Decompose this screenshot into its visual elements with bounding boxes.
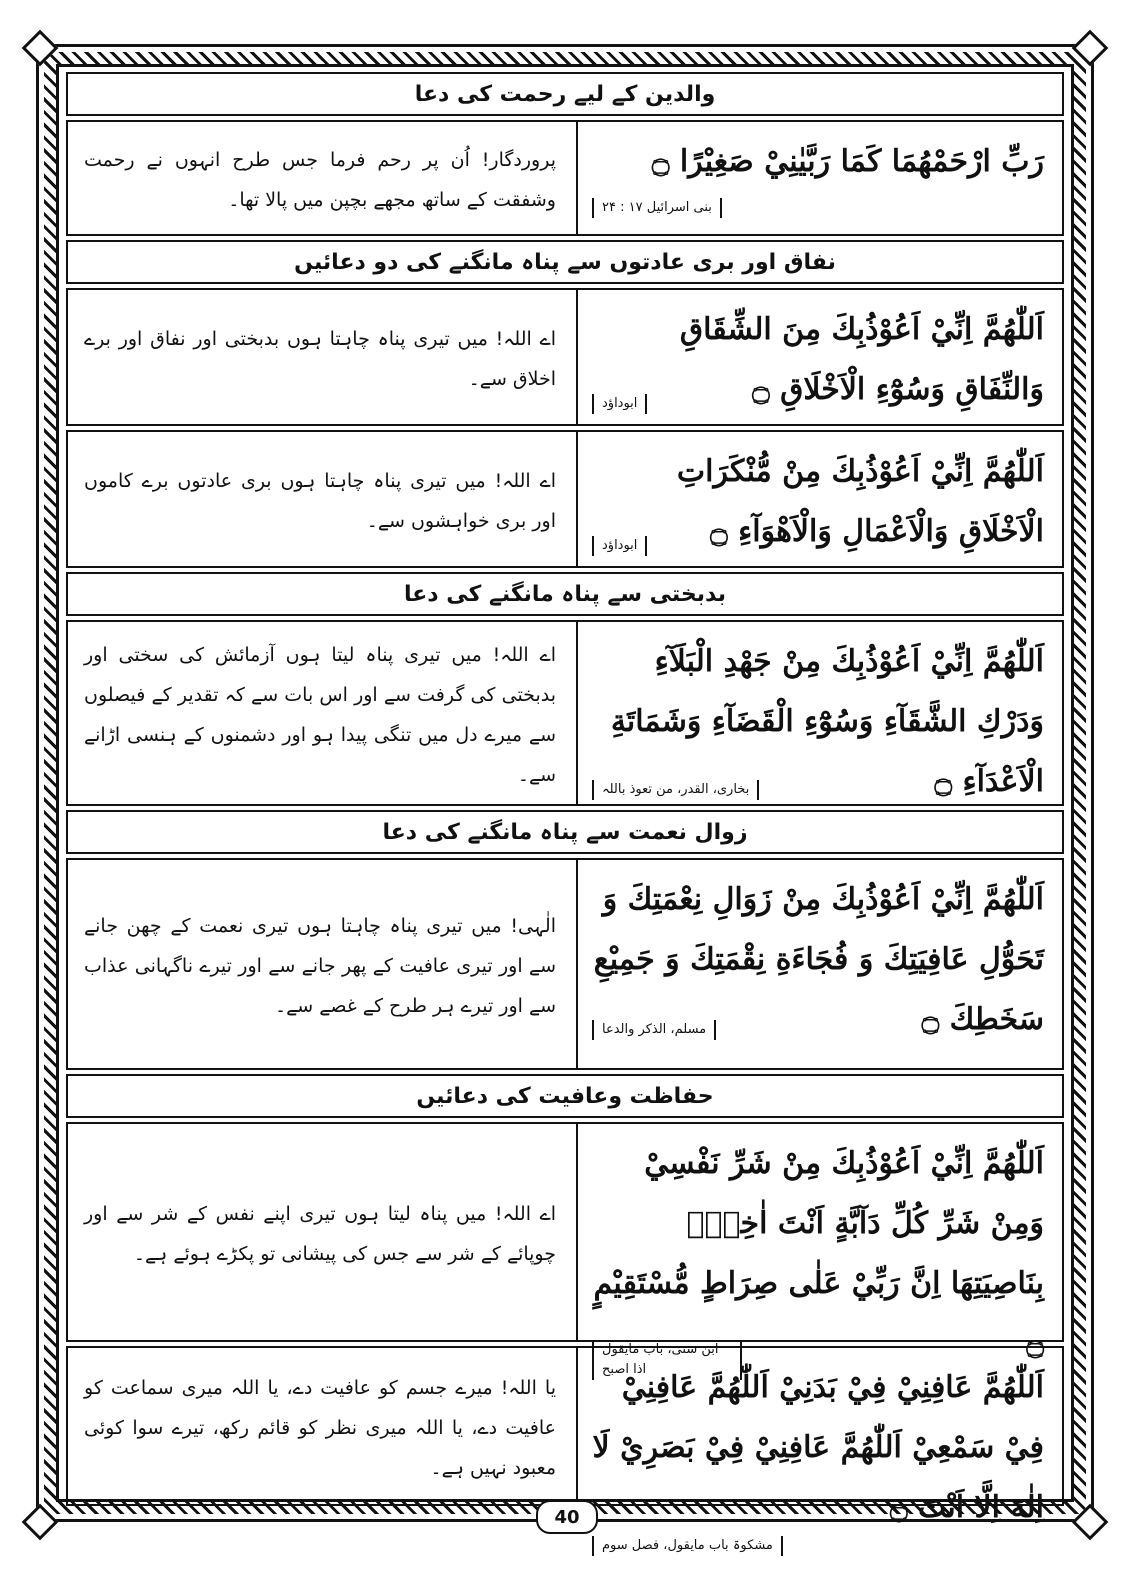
dua-arabic-cell bbox=[576, 432, 1062, 566]
dua-translation-cell bbox=[68, 1124, 576, 1340]
dua-reference: ابن سنی، باب مایقول اذا اصبح bbox=[592, 1340, 742, 1380]
section-title: زوال نعمت سے پناہ مانگنے کی دعا bbox=[66, 810, 1064, 854]
section-title: حفاظت وعافیت کی دعائیں bbox=[66, 1074, 1064, 1118]
dua-reference: بخاری، القدر، من تعوذ باللہ bbox=[592, 780, 759, 800]
dua-row bbox=[66, 620, 1064, 806]
dua-arabic-text: اَللّٰهُمَّ اِنِّيْ اَعُوْذُبِكَ مِنْ زَوَالِ نِعْمَتِكَ وَ تَحَوُّلِ عَافِيَتِكَ وَ فُجَاءَةِ نِقْمَتِكَ وَ جَمِيْعِ سَخَطِكَ ۝ bbox=[593, 882, 1044, 1037]
dua-reference: مشکوۃ باب مایقول، فصل سوم bbox=[592, 1536, 783, 1556]
dua-arabic-text: اَللّٰهُمَّ اِنِّيْ اَعُوْذُبِكَ مِنْ جَهْدِ الْبَلَآءِ وَدَرْكِ الشَّقَآءِ وَسُوْٓءِ الْقَضَآءِ وَشَمَاتَةِ الْاَعْدَآءِ ۝ bbox=[610, 644, 1044, 799]
dua-arabic-text: اَللّٰهُمَّ اِنِّيْ اَعُوْذُبِكَ مِنْ مُّنْكَرَاتِ الْاَخْلَاقِ وَالْاَعْمَالِ وَالْاَهْوَآءِ ۝ bbox=[676, 454, 1044, 549]
page-number: 40 bbox=[536, 1500, 598, 1534]
dua-reference: ابوداؤد bbox=[592, 536, 647, 556]
dua-arabic-cell bbox=[576, 622, 1062, 804]
dua-row bbox=[66, 430, 1064, 568]
dua-reference: ابوداؤد bbox=[592, 394, 647, 414]
dua-row bbox=[66, 120, 1064, 236]
dua-translation-cell bbox=[68, 860, 576, 1068]
section-title: نفاق اور بری عادتوں سے پناہ مانگنے کی دو دعائیں bbox=[66, 240, 1064, 284]
dua-translation-text: یا اللہ! میرے جسم کو عافیت دے، یا اللہ میری سماعت کو عافیت دے، یا اللہ میری نظر کو قائم رکھ، تیرے سوا کوئی معبود نہیں ہے۔ bbox=[84, 1377, 556, 1479]
dua-row bbox=[66, 288, 1064, 426]
dua-translation-cell bbox=[68, 290, 576, 424]
dua-translation-text: الٰہی! میں تیری پناہ چاہتا ہوں تیری نعمت کے چھن جانے سے اور تیری عافیت کے پھر جانے سے اور تیرے ناگہانی عذاب سے اور تیرے ہر طرح کے غصے سے۔ bbox=[84, 915, 556, 1017]
dua-translation-cell bbox=[68, 1348, 576, 1504]
section-title: والدین کے لیے رحمت کی دعا bbox=[66, 72, 1064, 116]
dua-row bbox=[66, 1122, 1064, 1377]
dua-arabic-cell bbox=[576, 860, 1062, 1068]
dua-translation-text: اے اللہ! میں پناہ لیتا ہوں تیری اپنے نفس کے شر سے اور چوپائے کے شر سے جس کی پیشانی تو پکڑے ہوئے ہے۔ bbox=[84, 1203, 556, 1265]
dua-arabic-text: اَللّٰهُمَّ اِنِّيْ اَعُوْذُبِكَ مِنْ شَرِّ نَفْسِيْ وَمِنْ شَرِّ كُلِّ دَآبَّةٍ اَنْتَ اٰخِذٌۢ بِنَاصِيَتِهَا اِنَّ رَبِّيْ عَلٰى صِرَاطٍ مُّسْتَقِيْمٍ ۝ bbox=[593, 1146, 1044, 1361]
dua-translation-text: پروردگار! اُن پر رحم فرما جس طرح انہوں نے رحمت وشفقت کے ساتھ مجھے بچپن میں پالا تھا۔ bbox=[84, 149, 556, 211]
dua-reference: بنی اسرائیل ۱۷ : ۲۴ bbox=[592, 198, 722, 218]
dua-translation-cell bbox=[68, 622, 576, 804]
dua-reference: مسلم، الذکر والدعا bbox=[592, 1020, 716, 1040]
dua-translation-text: اے اللہ! میں تیری پناہ چاہتا ہوں بدبختی اور نفاق اور برے اخلاق سے۔ bbox=[84, 328, 556, 390]
dua-translation-cell bbox=[68, 432, 576, 566]
dua-translation-cell bbox=[68, 122, 576, 234]
dua-arabic-text: اَللّٰهُمَّ عَافِنِيْ فِيْ بَدَنِيْ اَللّٰهُمَّ عَافِنِيْ فِيْ سَمْعِيْ اَللّٰهُمَّ عَافِنِيْ فِيْ بَصَرِيْ لَا اِلٰهَ اِلَّا اَنْتَ ۝ bbox=[592, 1370, 1044, 1525]
dua-arabic-text: اَللّٰهُمَّ اِنِّيْ اَعُوْذُبِكَ مِنَ الشِّقَاقِ وَالنِّفَاقِ وَسُوْٓءِ الْاَخْلَاقِ ۝ bbox=[679, 312, 1044, 407]
dua-translation-text: اے اللہ! میں تیری پناہ چاہتا ہوں بری عادتوں برے کاموں اور بری خواہشوں سے۔ bbox=[84, 470, 556, 532]
dua-row bbox=[66, 858, 1064, 1070]
dua-arabic-cell bbox=[576, 1124, 1062, 1377]
dua-arabic-cell bbox=[576, 122, 1062, 234]
dua-arabic-cell bbox=[576, 1348, 1062, 1553]
section-title: بدبختی سے پناہ مانگنے کی دعا bbox=[66, 572, 1064, 616]
dua-arabic-text: رَبِّ ارْحَمْهُمَا كَمَا رَبَّيٰنِيْ صَغِيْرًا ۝ bbox=[651, 144, 1044, 179]
dua-translation-text: اے اللہ! میں تیری پناہ لیتا ہوں آزمائش کی سختی اور بدبختی کی گرفت سے اور اس بات سے کہ تقدیر کے فیصلوں سے میرے دل میں تنگی پیدا ہو اور دشمنوں کے ہنسی اڑانے سے۔ bbox=[84, 644, 556, 786]
dua-arabic-cell bbox=[576, 290, 1062, 424]
